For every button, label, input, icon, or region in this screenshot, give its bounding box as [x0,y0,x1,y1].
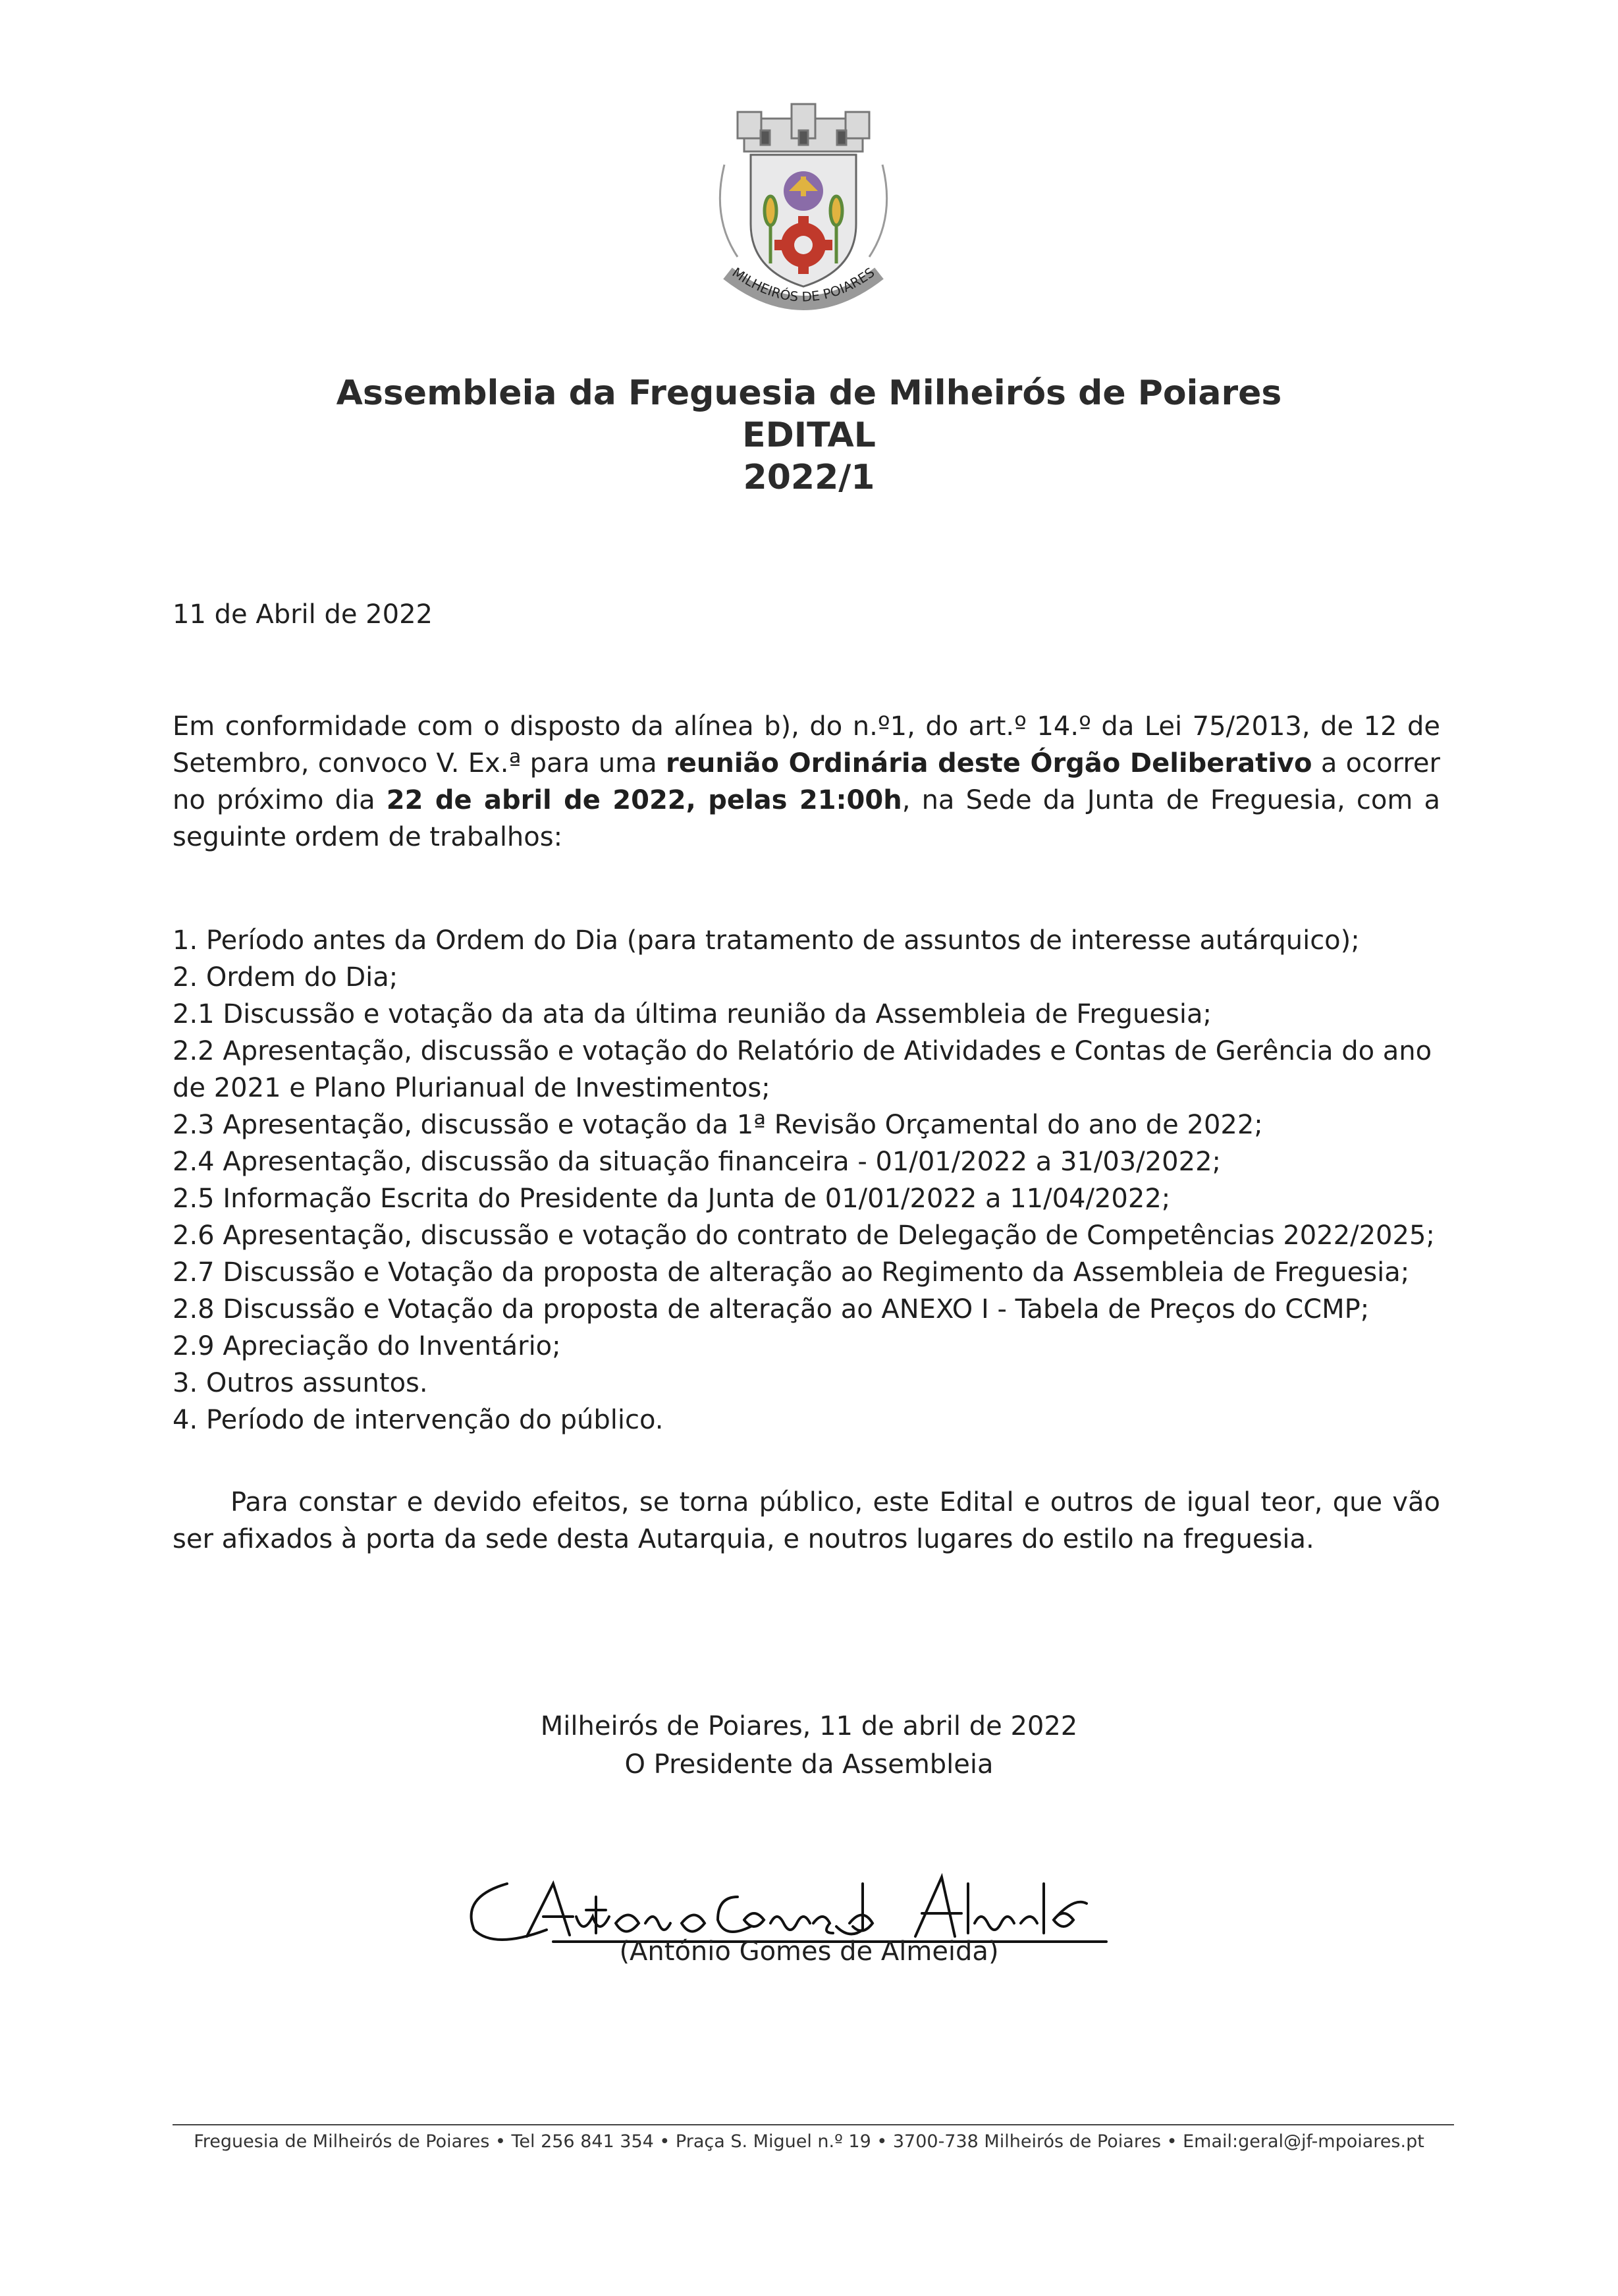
agenda-item: 2.1 Discussão e votação da ata da última reunião da Assembleia de Freguesia; [173,999,1212,1029]
coat-of-arms-logo [698,99,909,336]
intro-text-1: Em conformidade com o disposto da alínea b), do n.º1, do art.º 14.º da Lei 75/2013, de 12 de Setembro, convoco V. Ex.ª para uma [173,711,1440,779]
intro-text-3: , na Sede da Junta de Freguesia, com a seguinte ordem de trabalhos: [173,785,1441,852]
agenda-item: 2.9 Apreciação do Inventário; [173,1331,561,1361]
footer-contacts: Freguesia de Milheirós de Poiares • Tel 256 841 354 • Praça S. Miguel n.º 19 • 3700-738 Milheirós de Poiares • Email:geral@jf-mpoiares.pt [194,2131,1424,2152]
document-date: 11 de Abril de 2022 [173,599,433,630]
document-type: EDITAL [742,416,876,455]
agenda-item: 2.2 Apresentação, discussão e votação do Relatório de Atividades e Contas de Gerência do ano de 2021 e Plano Plurianual de Investimentos; [173,1036,1432,1103]
agenda-list [173,922,1463,1438]
agenda-item: 2.6 Apresentação, discussão e votação do contrato de Delegação de Competências 2022/2025; [173,1220,1435,1251]
signer-role: O Presidente da Assembleia [624,1749,994,1780]
agenda-item: 2.7 Discussão e Votação da proposta de alteração ao Regimento da Assembleia de Freguesia; [173,1257,1410,1288]
crest-motto: MILHEIRÓS DE POIARES [729,264,878,305]
agenda-item: 2.3 Apresentação, discussão e votação da 1ª Revisão Orçamental do ano de 2022; [173,1110,1263,1140]
mural-crown [738,104,869,151]
signature-block [0,1707,1618,1784]
document-number: 2022/1 [743,458,875,497]
agenda-item: 4. Período de intervenção do público. [173,1405,664,1435]
intro-text-2: a ocorrer no próximo dia [173,748,1440,815]
intro-paragraph [173,708,1440,856]
meeting-datetime: 22 de abril de 2022, pelas 21:00h [386,785,902,815]
scales-emblem [784,171,823,211]
footer-divider [173,2124,1454,2125]
agenda-item: 2. Ordem do Dia; [173,962,398,993]
place-date: Milheirós de Poiares, 11 de abril de 2022 [540,1711,1078,1741]
agenda-item: 3. Outros assuntos. [173,1368,428,1398]
agenda-item: 2.8 Discussão e Votação da proposta de alteração ao ANEXO I - Tabela de Preços do CCMP; [173,1294,1370,1325]
document-header [0,372,1618,499]
signer-name: (António Gomes de Almeida) [619,1936,999,1967]
page-title: Assembleia da Freguesia de Milheirós de Poiares [336,373,1282,413]
closing-paragraph: Para constar e devido efeitos, se torna público, este Edital e outros de igual teor, que vão ser afixados à porta da sede desta Autarquia, e noutros lugares do estilo na freguesia. [173,1487,1440,1554]
agenda-item: 2.4 Apresentação, discussão da situação financeira - 01/01/2022 a 31/03/2022; [173,1147,1221,1177]
meeting-type: reunião Ordinária deste Órgão Deliberativo [666,748,1312,779]
agenda-item: 1. Período antes da Ordem do Dia (para tratamento de assuntos de interesse autárquico); [173,925,1360,956]
agenda-item: 2.5 Informação Escrita do Presidente da Junta de 01/01/2022 a 11/04/2022; [173,1184,1171,1214]
